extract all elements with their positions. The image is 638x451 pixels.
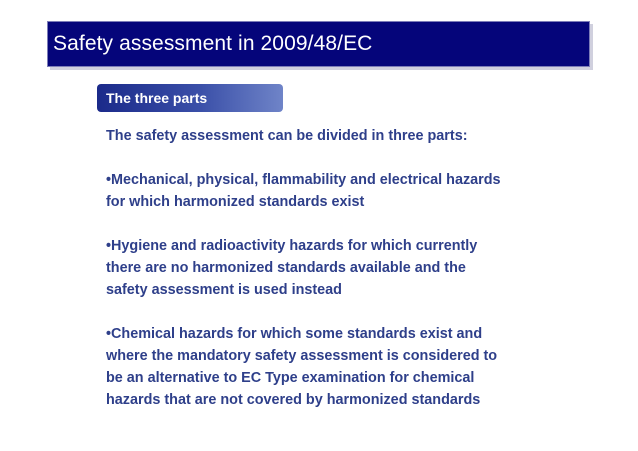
bullet-line: there are no harmonized standards available and the: [106, 260, 466, 276]
title-bar: [47, 21, 590, 67]
bullet-item: [106, 323, 576, 411]
bullet-line: where the mandatory safety assessment is considered to: [106, 348, 498, 364]
bullet-line: hazards that are not covered by harmonized standards: [106, 392, 481, 408]
slide-body: [106, 125, 576, 411]
bullet-item: [106, 235, 576, 301]
bullet-item: [106, 169, 576, 213]
bullet-line: for which harmonized standards exist: [106, 194, 365, 210]
bullet-line: •Mechanical, physical, flammability and electrical hazards: [106, 172, 501, 188]
bullet-line: •Chemical hazards for which some standards exist and: [106, 326, 483, 342]
slide-title: Safety assessment in 2009/48/EC: [53, 32, 373, 55]
slide-subtitle: The three parts: [106, 90, 208, 106]
intro-text: The safety assessment can be divided in three parts:: [106, 128, 468, 144]
bullet-line: be an alternative to EC Type examination for chemical: [106, 370, 475, 386]
subtitle-tab: [97, 84, 283, 112]
bullet-line: safety assessment is used instead: [106, 282, 342, 298]
bullet-line: •Hygiene and radioactivity hazards for which currently: [106, 238, 478, 254]
